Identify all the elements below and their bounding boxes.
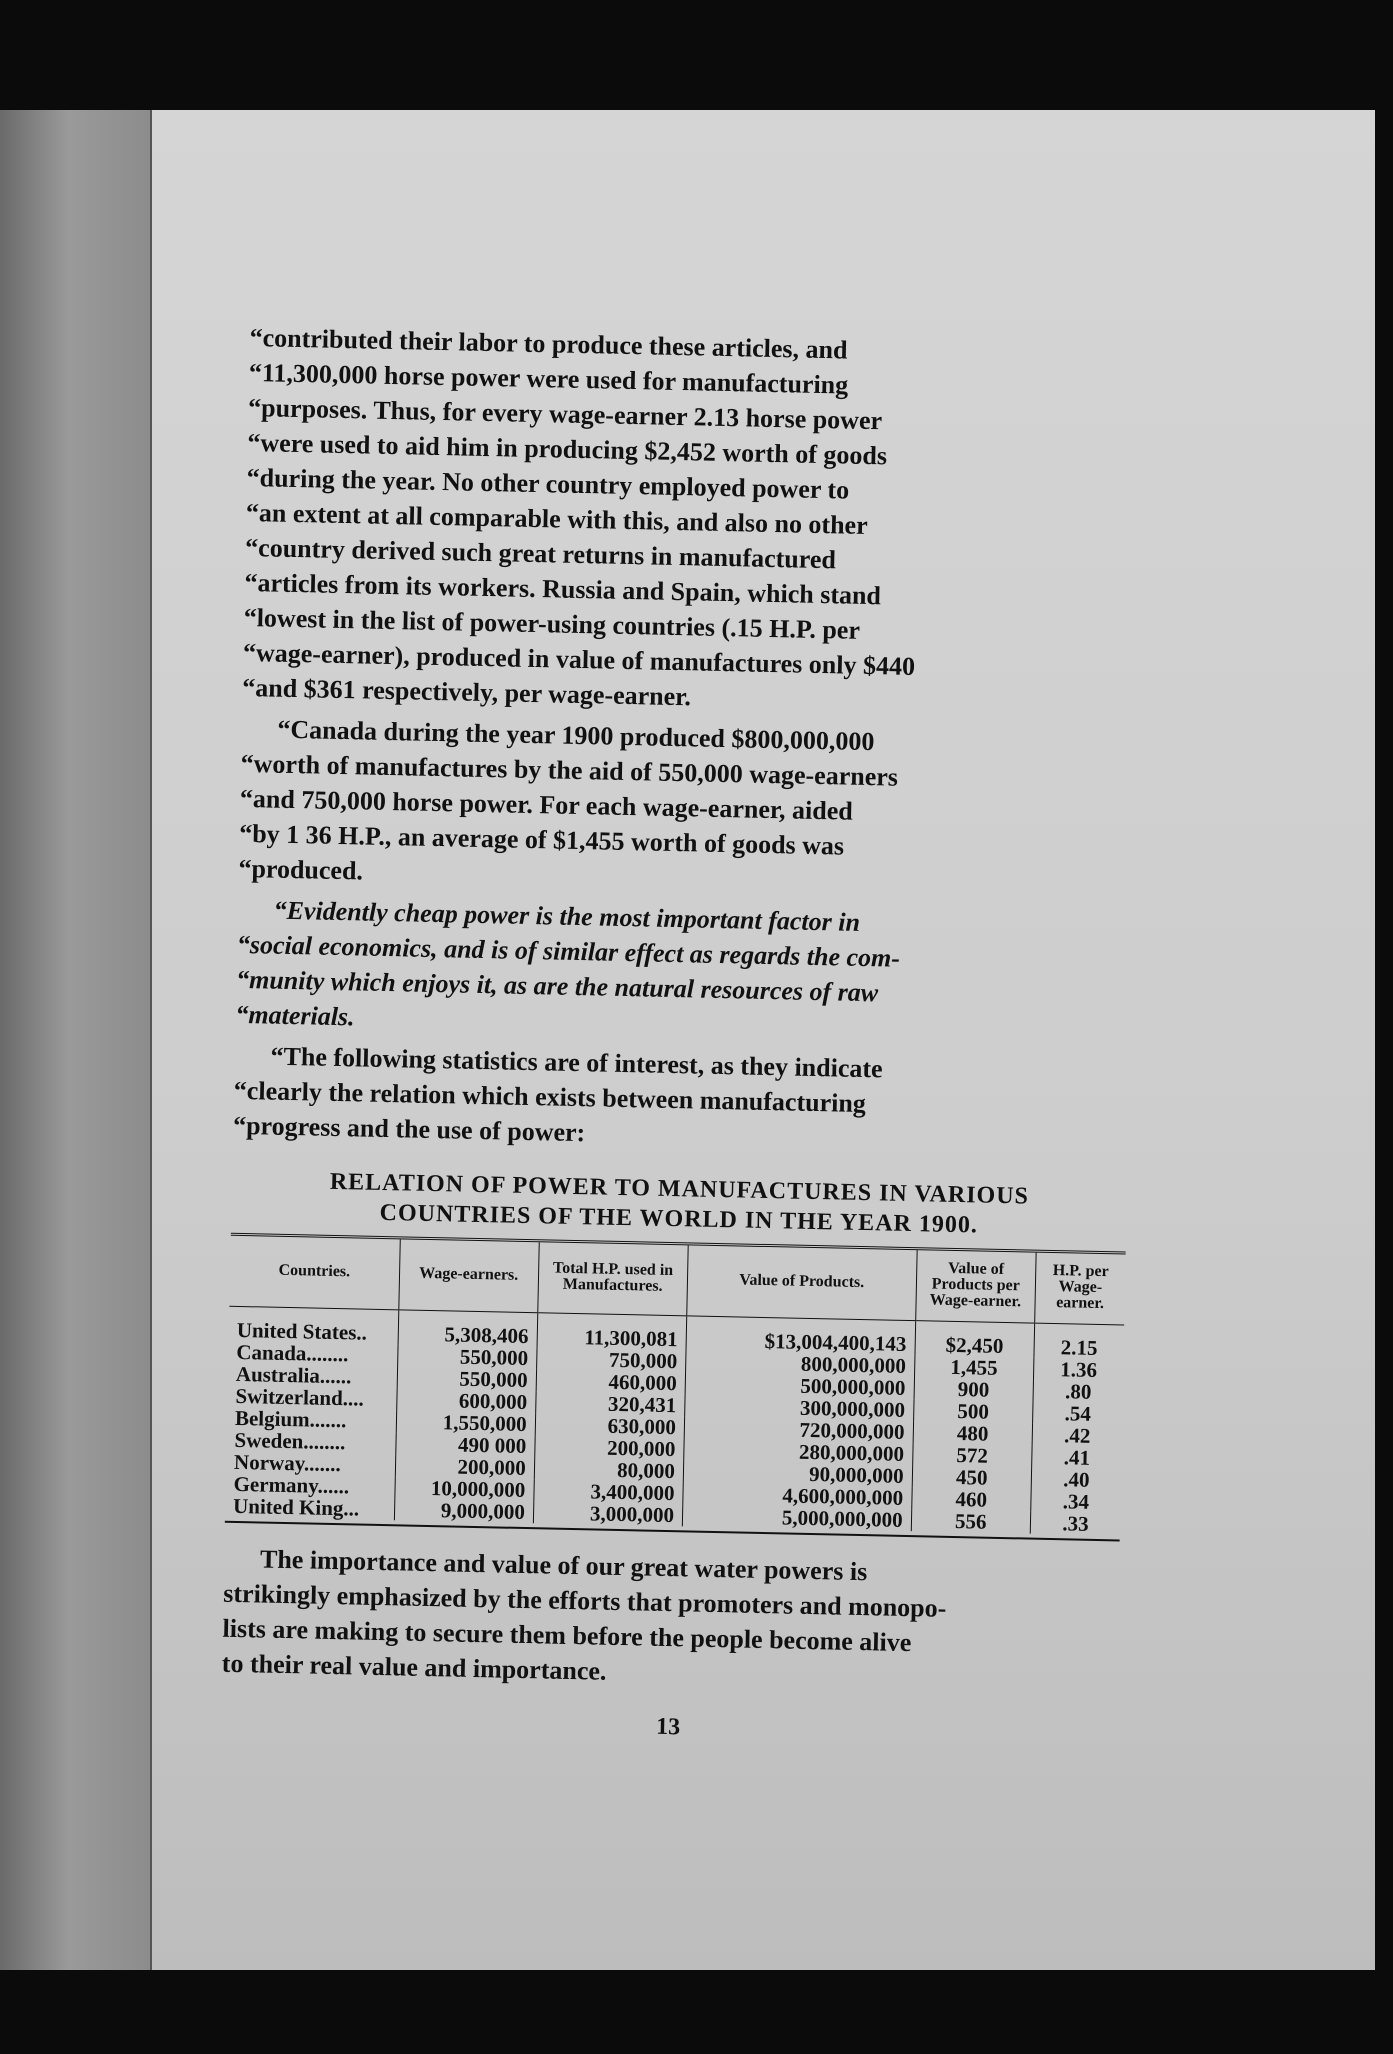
text-line: “during the year. No other country employed power to bbox=[246, 462, 850, 505]
cell-value-per-wage-earner: 1,455 bbox=[914, 1355, 1034, 1379]
text-line: “social economics, and is of similar effect as regards the com- bbox=[236, 929, 901, 973]
text-line: “worth of manufactures by the aid of 550,000 wage-earners bbox=[240, 748, 899, 792]
cell-value-products: 300,000,000 bbox=[685, 1394, 914, 1421]
cell-hp-per-wage-earner: .41 bbox=[1032, 1446, 1122, 1470]
cell-wage-earners: 9,000,000 bbox=[394, 1498, 534, 1523]
cell-hp-per-wage-earner: .42 bbox=[1032, 1424, 1122, 1448]
text-line: “purposes. Thus, for every wage-earner 2.13 horse power bbox=[247, 392, 883, 436]
cell-value-products: 5,000,000,000 bbox=[682, 1504, 911, 1531]
cell-hp-per-wage-earner: .34 bbox=[1031, 1490, 1121, 1514]
text-line: “articles from its workers. Russia and Spain, which stand bbox=[244, 567, 882, 611]
cell-value-per-wage-earner: $2,450 bbox=[915, 1321, 1035, 1358]
table-body bbox=[225, 1306, 1124, 1535]
cell-wage-earners: 1,550,000 bbox=[396, 1410, 536, 1435]
cell-hp-per-wage-earner: 2.15 bbox=[1034, 1323, 1124, 1359]
cell-value-per-wage-earner: 480 bbox=[913, 1421, 1033, 1445]
text-line: “lowest in the list of power-using countries (.15 H.P. per bbox=[243, 602, 861, 645]
cell-wage-earners: 490 000 bbox=[395, 1432, 535, 1457]
cell-hp-per-wage-earner: .54 bbox=[1033, 1402, 1123, 1426]
cell-country: Norway....... bbox=[233, 1449, 342, 1477]
text-line: “Canada during the year 1900 produced $800,000,000 bbox=[277, 714, 875, 757]
cell-wage-earners: 200,000 bbox=[395, 1454, 535, 1479]
table-title-line: COUNTRIES OF THE WORLD IN THE YEAR 1900. bbox=[379, 1199, 979, 1239]
cell-country: Belgium....... bbox=[234, 1405, 347, 1433]
paragraph-closing bbox=[221, 1541, 1119, 1700]
text-line: “clearly the relation which exists between manufacturing bbox=[233, 1075, 867, 1119]
cell-value-products: 720,000,000 bbox=[684, 1416, 913, 1443]
cell-total-hp: 750,000 bbox=[536, 1347, 686, 1372]
cell-value-per-wage-earner: 900 bbox=[914, 1377, 1034, 1401]
text-line: “were used to aid him in producing $2,452 worth of goods bbox=[247, 427, 888, 471]
cell-wage-earners: 10,000,000 bbox=[394, 1476, 534, 1501]
cell-value-per-wage-earner: 460 bbox=[911, 1487, 1031, 1511]
page-content bbox=[220, 320, 1144, 1750]
cell-hp-per-wage-earner: .33 bbox=[1030, 1512, 1120, 1536]
header-value-products: Value of Products. bbox=[687, 1245, 917, 1320]
cell-country: United States.. bbox=[236, 1317, 368, 1345]
cell-wage-earners: 550,000 bbox=[397, 1366, 537, 1391]
cell-value-products: 4,600,000,000 bbox=[683, 1482, 912, 1509]
cell-value-products: 280,000,000 bbox=[684, 1438, 913, 1465]
cell-total-hp: 80,000 bbox=[534, 1457, 684, 1482]
table-title-line: RELATION OF POWER TO MANUFACTURES IN VARIOUS bbox=[329, 1168, 1030, 1210]
header-countries: Countries. bbox=[229, 1236, 399, 1310]
table-title bbox=[231, 1165, 1127, 1244]
header-value-per-wage-earner: Value of Products per Wage-earner. bbox=[915, 1250, 1036, 1323]
text-line: “Evidently cheap power is the most important factor in bbox=[273, 895, 861, 937]
cell-value-per-wage-earner: 500 bbox=[913, 1399, 1033, 1423]
paragraph-quote-canada bbox=[238, 711, 1136, 905]
cell-total-hp: 200,000 bbox=[535, 1435, 685, 1460]
cell-total-hp: 3,400,000 bbox=[534, 1479, 684, 1504]
cell-value-products: 800,000,000 bbox=[685, 1350, 914, 1377]
header-wage-earners: Wage-earners. bbox=[398, 1239, 539, 1312]
text-line: “and 750,000 horse power. For each wage-earner, aided bbox=[239, 783, 854, 826]
text-line: “and $361 respectively, per wage-earner. bbox=[242, 672, 692, 712]
paragraph-quote-italic bbox=[235, 892, 1133, 1051]
text-line: The importance and value of our great water powers is bbox=[259, 1544, 868, 1587]
cell-total-hp: 460,000 bbox=[536, 1369, 686, 1394]
scanned-page bbox=[150, 110, 1375, 1970]
cell-hp-per-wage-earner: .80 bbox=[1033, 1380, 1123, 1404]
cell-country: Switzerland.... bbox=[235, 1383, 365, 1411]
cell-country: Sweden........ bbox=[234, 1427, 346, 1455]
text-line: “an extent at all comparable with this, and also no other bbox=[245, 497, 868, 540]
cell-value-per-wage-earner: 450 bbox=[912, 1465, 1032, 1489]
cell-value-products: 500,000,000 bbox=[685, 1372, 914, 1399]
cell-wage-earners: 5,308,406 bbox=[398, 1310, 538, 1347]
text-line: “by 1 36 H.P., an average of $1,455 worth of goods was bbox=[238, 818, 845, 861]
cell-total-hp: 320,431 bbox=[535, 1391, 685, 1416]
adjacent-page-edge bbox=[0, 110, 152, 1970]
header-total-hp: Total H.P. used in Manufactures. bbox=[538, 1242, 689, 1316]
cell-country: Australia...... bbox=[235, 1361, 352, 1389]
cell-wage-earners: 600,000 bbox=[396, 1388, 536, 1413]
text-line: “contributed their labor to produce these articles, and bbox=[249, 322, 848, 365]
text-line: “progress and the use of power: bbox=[232, 1110, 586, 1148]
cell-total-hp: 3,000,000 bbox=[533, 1501, 683, 1526]
paragraph-quote-1 bbox=[242, 320, 1145, 724]
cell-value-products: 90,000,000 bbox=[683, 1460, 912, 1487]
cell-total-hp: 11,300,081 bbox=[537, 1313, 687, 1351]
statistics-table bbox=[225, 1236, 1126, 1536]
text-line: “country derived such great returns in manufactured bbox=[244, 532, 837, 575]
text-line: “11,300,000 horse power were used for manufacturing bbox=[248, 357, 849, 400]
cell-country: United King... bbox=[232, 1493, 360, 1521]
text-line: lists are making to secure them before the people become alive bbox=[222, 1613, 912, 1658]
text-line: to their real value and importance. bbox=[221, 1648, 607, 1686]
cell-hp-per-wage-earner: 1.36 bbox=[1033, 1358, 1123, 1382]
cell-hp-per-wage-earner: .40 bbox=[1031, 1468, 1121, 1492]
text-line: “wage-earner), produced in value of manufactures only $440 bbox=[242, 637, 916, 681]
paragraph-quote-statistics bbox=[233, 1038, 1130, 1162]
cell-total-hp: 630,000 bbox=[535, 1413, 685, 1438]
text-line: “materials. bbox=[235, 999, 355, 1032]
cell-value-products: $13,004,400,143 bbox=[686, 1316, 915, 1355]
cell-country: Canada........ bbox=[236, 1339, 349, 1367]
text-line: “munity which enjoys it, as are the natural resources of raw bbox=[235, 964, 879, 1008]
cell-value-per-wage-earner: 572 bbox=[912, 1443, 1032, 1467]
cell-country: Germany...... bbox=[233, 1471, 350, 1499]
header-hp-per-wage-earner: H.P. per Wage-earner. bbox=[1035, 1253, 1126, 1325]
text-line: “The following statistics are of interest, as they indicate bbox=[270, 1041, 883, 1084]
text-line: strikingly emphasized by the efforts that promoters and monopo- bbox=[223, 1578, 947, 1623]
cell-value-per-wage-earner: 556 bbox=[911, 1509, 1031, 1533]
cell-wage-earners: 550,000 bbox=[397, 1344, 537, 1369]
text-line: “produced. bbox=[238, 853, 364, 886]
page-number: 13 bbox=[655, 1713, 681, 1741]
